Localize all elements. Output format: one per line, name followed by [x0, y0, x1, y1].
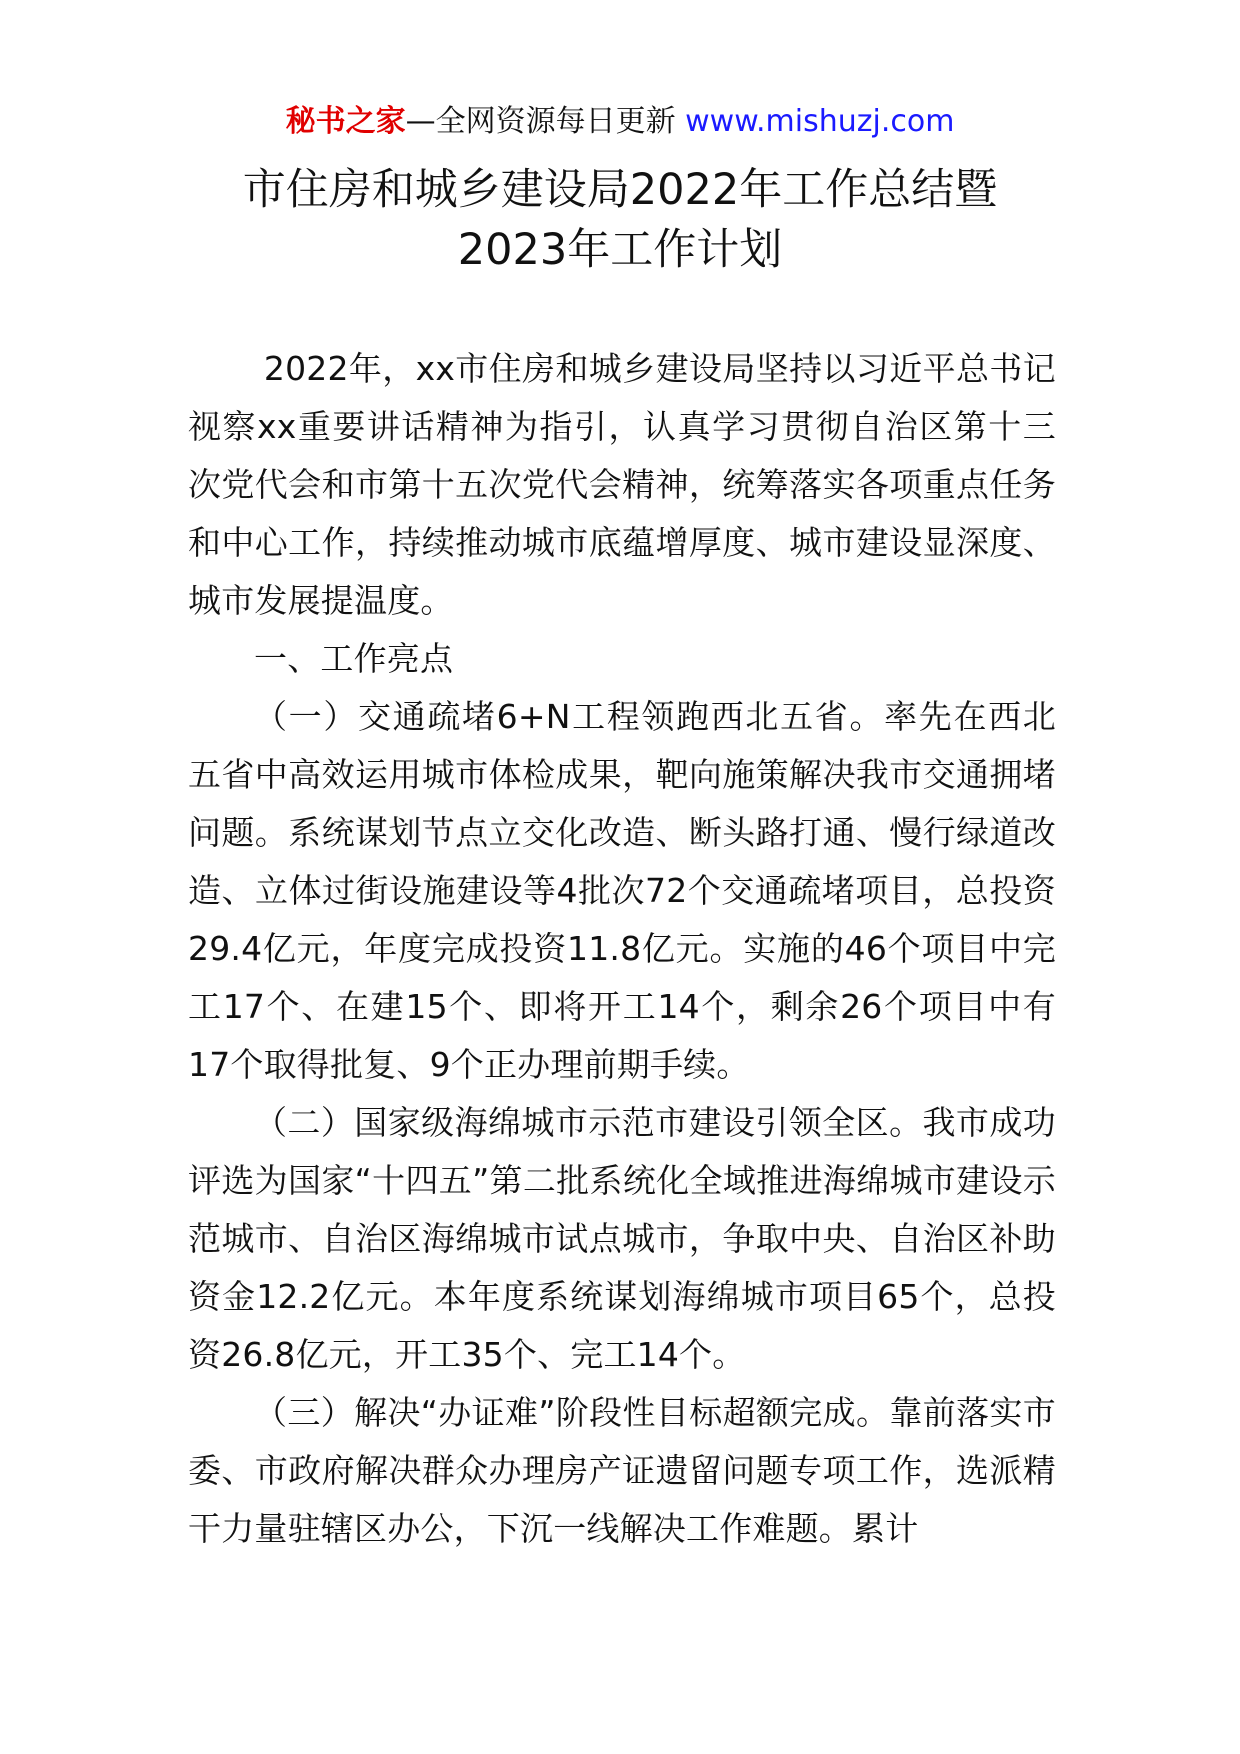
paragraph-item-2: （二）国家级海绵城市示范市建设引领全区。我市成功评选为国家“十四五”第二批系统化全域推进海绵城市建设示范城市、自治区海绵城市试点城市，争取中央、自治区补助资金12.2亿元。本年度系统谋划海绵城市项目65个，总投资26.8亿元，开工35个、完工14个。 [188, 1103, 1056, 1374]
brand-name: 秘书之家 [285, 104, 406, 139]
site-url-link[interactable]: www.mishuzj.com [685, 104, 955, 139]
intro-paragraph: 2022年，xx市住房和城乡建设局坚持以习近平总书记视察xx重要讲话精神为指引，认真学习贯彻自治区第十三次党代会和市第十五次党代会精神，统筹落实各项重点任务和中心工作，持续推动城市底蕴增厚度、城市建设显深度、城市发展提温度。 [188, 349, 1056, 620]
document-body [188, 340, 1056, 1558]
title-line-1: 市住房和城乡建设局2022年工作总结暨 [242, 165, 998, 215]
document-title [0, 160, 1240, 280]
brand-slogan: —全网资源每日更新 [405, 104, 676, 139]
title-line-2: 2023年工作计划 [457, 225, 783, 275]
section-heading: 一、工作亮点 [254, 639, 454, 678]
paragraph-item-1: （一）交通疏堵6+N工程领跑西北五省。率先在西北五省中高效运用城市体检成果，靶向施策解决我市交通拥堵问题。系统谋划节点立交化改造、断头路打通、慢行绿道改造、立体过街设施建设等4批次72个交通疏堵项目，总投资29.4亿元，年度完成投资11.8亿元。实施的46个项目中完工17个、在建15个、即将开工14个，剩余26个项目中有17个取得批复、9个正办理前期手续。 [188, 697, 1056, 1084]
watermark-header [0, 100, 1240, 144]
paragraph-item-3: （三）解决“办证难”阶段性目标超额完成。靠前落实市委、市政府解决群众办理房产证遗留问题专项工作，选派精干力量驻辖区办公，下沉一线解决工作难题。累计 [188, 1393, 1056, 1548]
